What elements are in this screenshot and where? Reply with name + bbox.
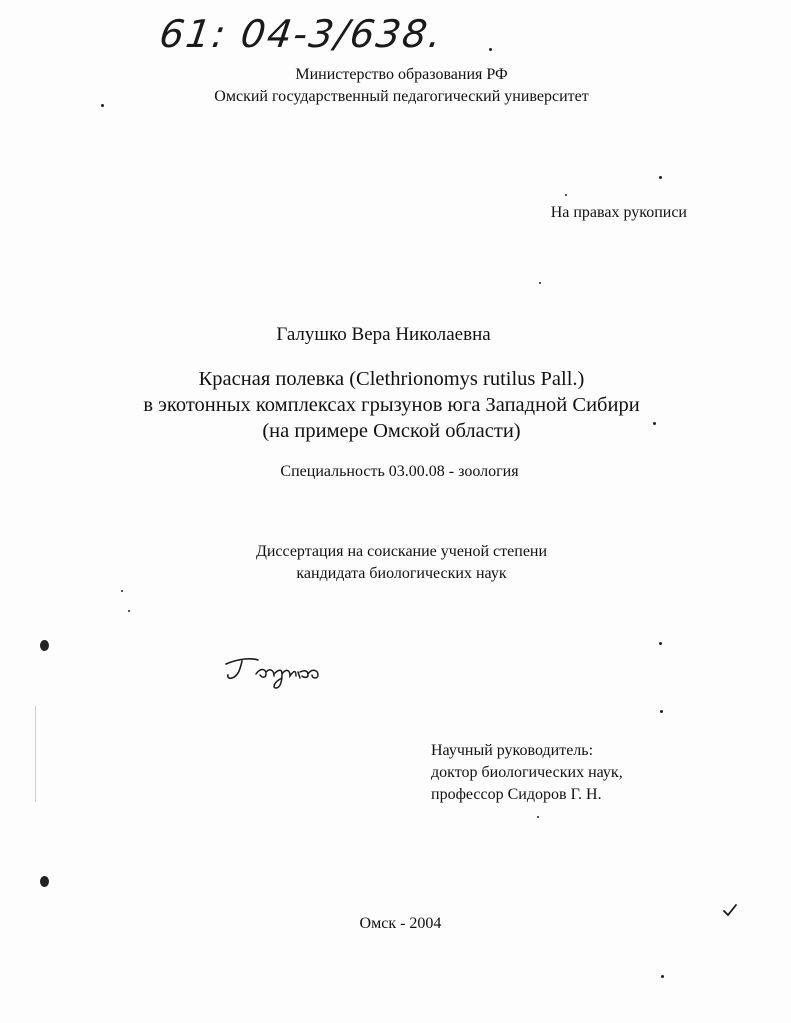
scan-speck	[653, 422, 656, 425]
degree-line-1: Диссертация на соискание ученой степени	[255, 543, 548, 560]
city-year: Омск - 2004	[359, 915, 442, 932]
scan-speck	[128, 610, 130, 612]
archive-code: 61: 04-3/638.	[156, 12, 446, 56]
scan-speck	[565, 194, 567, 196]
author-signature	[222, 648, 326, 692]
ministry-name: Министерство образования РФ	[295, 66, 508, 83]
degree-line-2: кандидата биологических наук	[296, 565, 507, 582]
scan-speck	[101, 104, 104, 107]
title-line-1: Красная полевка (Clethrionomys rutilus Pall.)	[198, 368, 585, 390]
title-line-2: в экотонных комплексах грызунов юга Западной Сибири	[143, 394, 640, 416]
scan-speck	[660, 710, 663, 713]
supervisor-degree: доктор биологических наук,	[431, 764, 623, 781]
institution-header	[6, 64, 791, 108]
rights-notice: На правах рукописи	[550, 204, 687, 221]
author-name: Галушко Вера Николаевна	[276, 324, 491, 345]
scan-edge-line	[35, 706, 36, 802]
scan-speck	[489, 48, 492, 51]
scan-speck	[537, 816, 539, 818]
degree-statement	[6, 541, 791, 585]
title-line-3: (на примере Омской области)	[262, 420, 521, 442]
scan-speck	[659, 642, 662, 645]
scan-speck	[661, 975, 664, 978]
scan-speck	[659, 176, 662, 179]
supervisor-block	[431, 740, 623, 806]
supervisor-name: профессор Сидоров Г. Н.	[431, 786, 602, 803]
supervisor-label: Научный руководитель:	[431, 742, 594, 759]
specialty: Специальность 03.00.08 - зоология	[280, 463, 519, 480]
check-mark-icon	[722, 902, 738, 918]
scan-speck	[121, 590, 123, 592]
scan-speck	[40, 876, 49, 887]
scan-speck	[40, 640, 49, 651]
university-name: Омский государственный педагогический университет	[214, 88, 589, 105]
dissertation-title	[0, 366, 787, 444]
scan-speck	[539, 282, 541, 284]
